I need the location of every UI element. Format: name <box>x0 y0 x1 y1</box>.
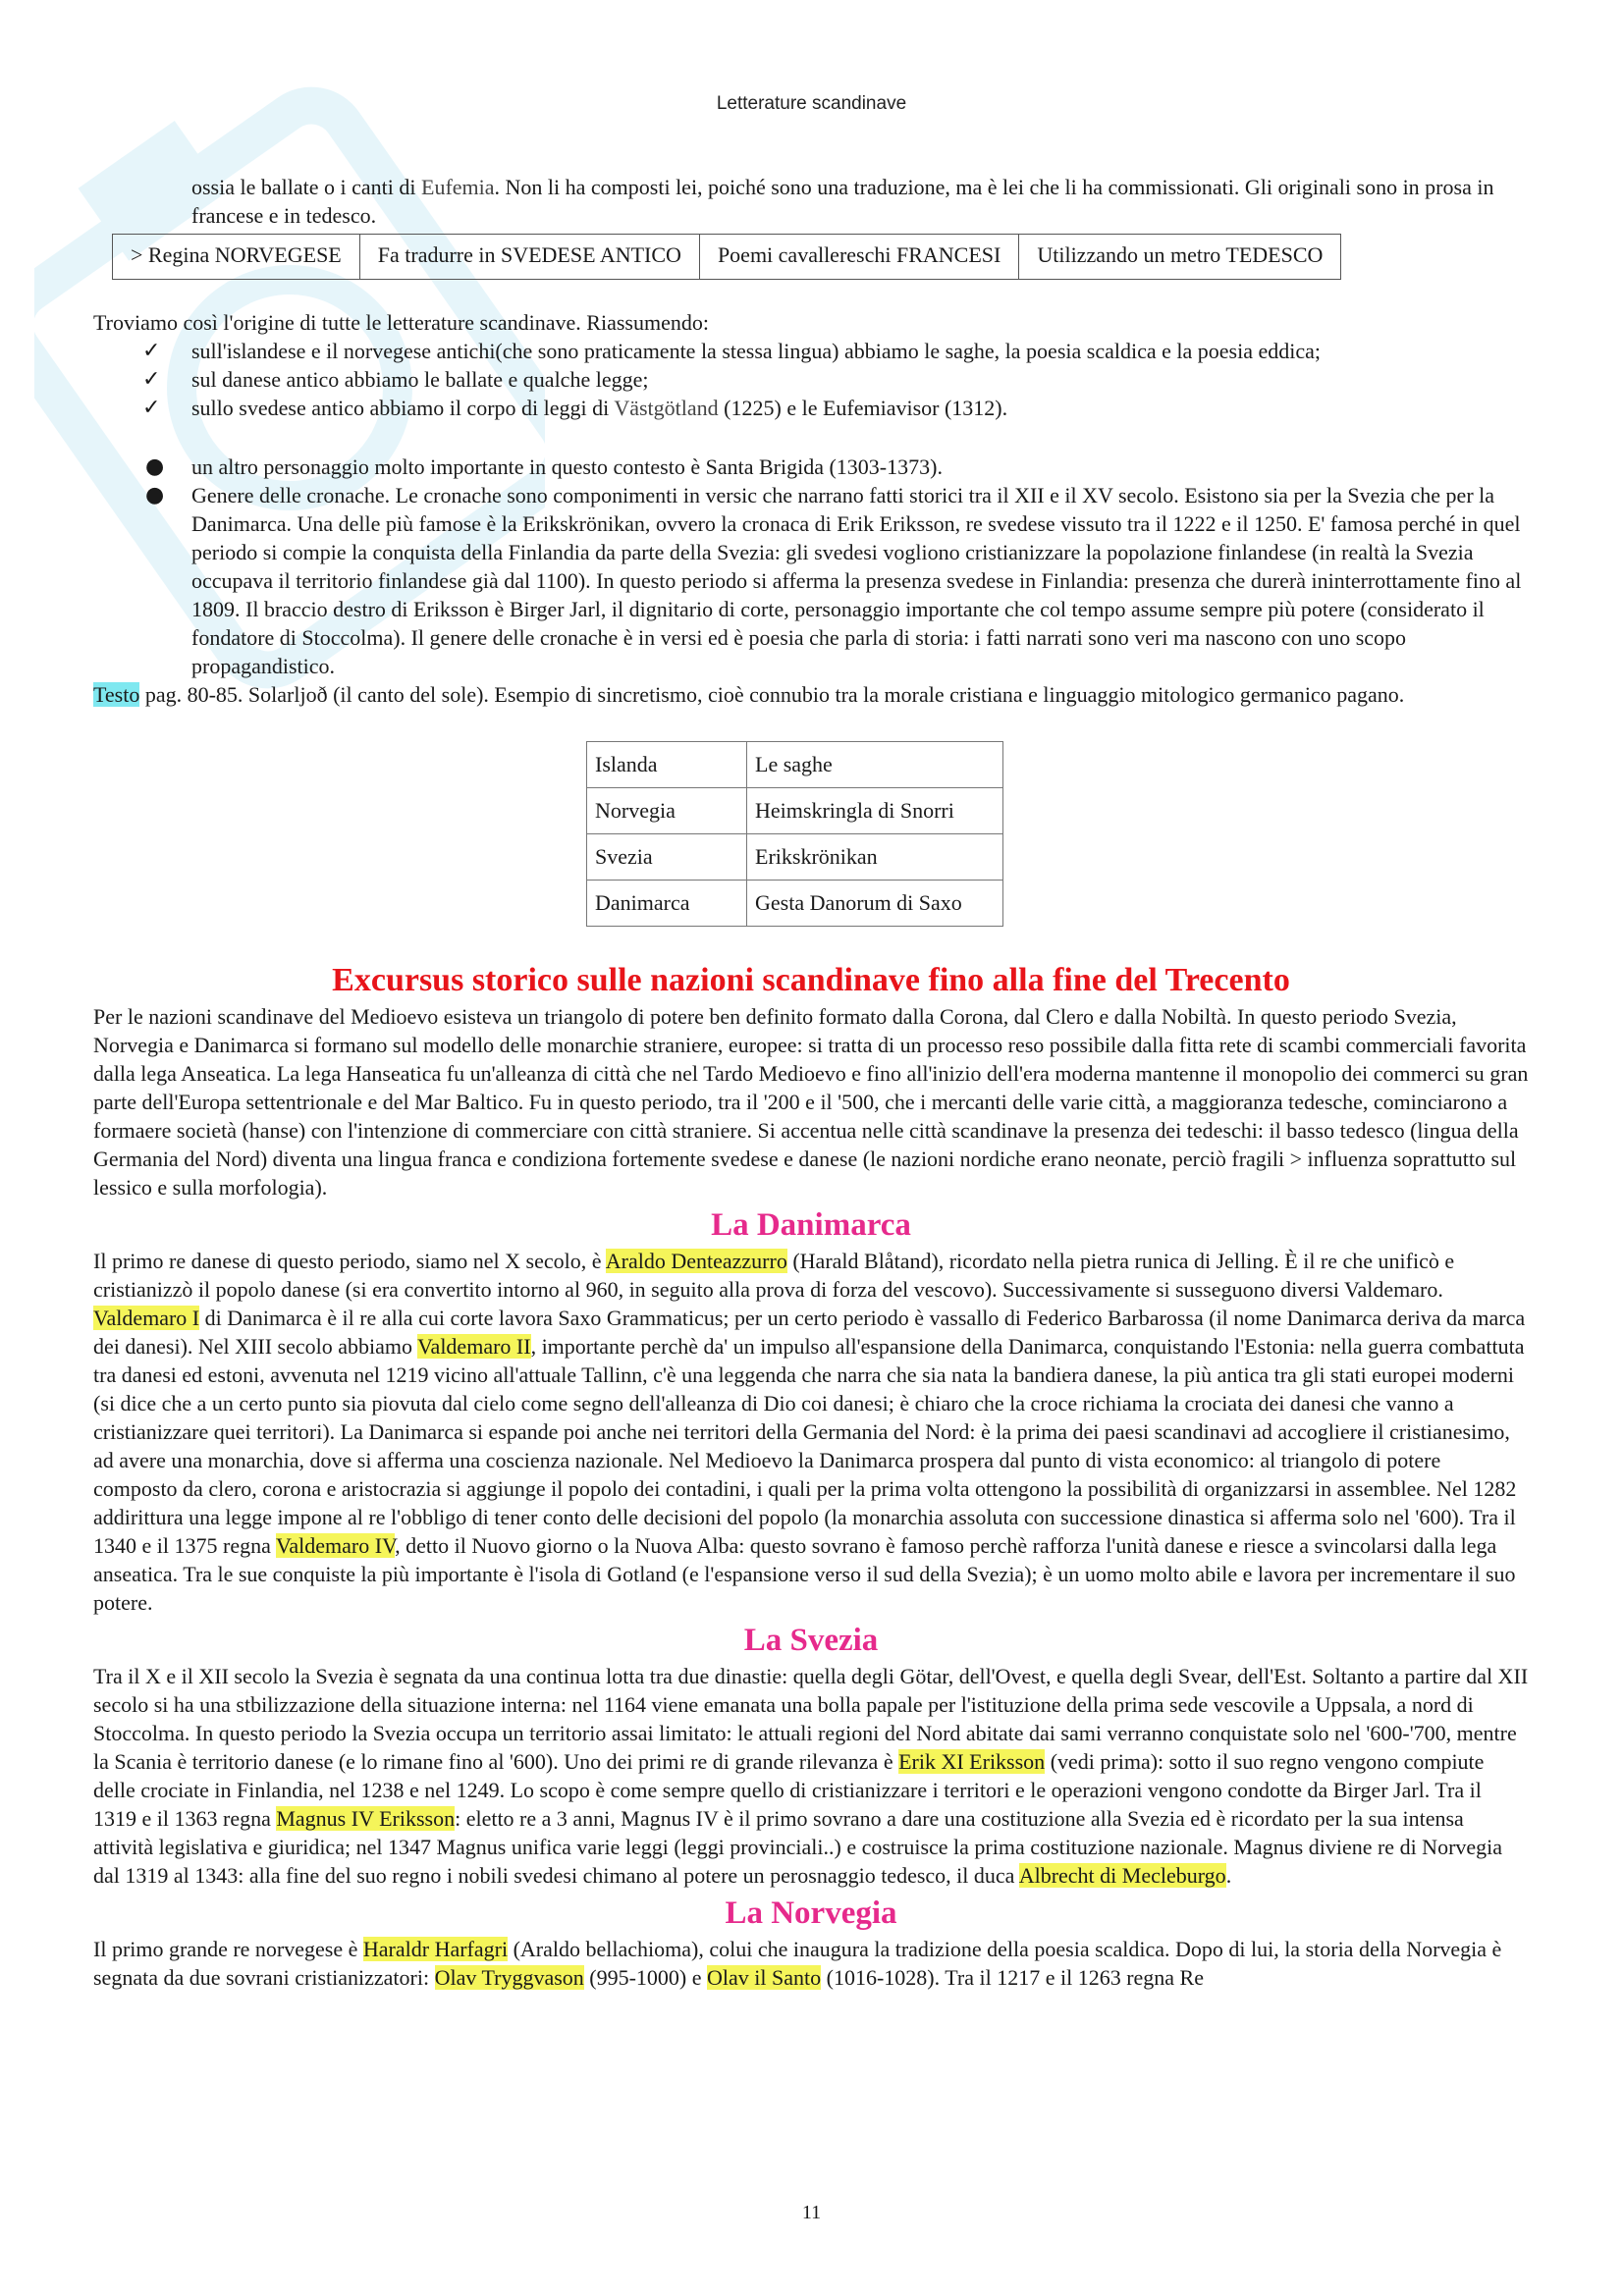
section-title-norvegia: La Norvegia <box>725 1896 897 1931</box>
highlight: Olav Tryggvason <box>434 1965 584 1990</box>
list-item: ● Genere delle cronache. Le cronache sono componimenti in versic che narrano fatti storici tra il XII e il XV secolo. Esistono sia per la Svezia che per la Danimarca. Una delle più famose è la Erikskrönikan, ovvero la cronaca di Erik Eriksson, re svedese vissuto tra il 1222 e il 1250. E' famosa perché in quel periodo si compie la conquista della Finlandia da parte della Svezia: gli svedesi vogliono cristianizzare la popolazione finlandese (in realtà la Svezia occupava il territorio finlandese già dal 1100). In questo periodo si afferma la presenza svedese in Finlandia: presenza che durerà ininterrottamente fino al 1809. Il braccio destro di Eriksson è Birger Jarl, il dignitario di corte, personaggio importante che col tempo assume sempre più potere (considerato il fondatore di Stoccolma). Il genere delle cronache è in versi ed è poesia che parla di storia: i fatti narrati sono veri ma nascono con uno scopo propagandistico. <box>145 483 1522 678</box>
strip-cell: Fa tradurre in SVEDESE ANTICO <box>359 235 699 280</box>
summary-lead: Troviamo così l'origine di tutte le letterature scandinave. Riassumendo: <box>93 310 709 335</box>
bullet-icon: ● <box>145 483 165 507</box>
check-mark-icon: ✓ <box>142 367 161 392</box>
highlight: Valdemaro II <box>417 1334 531 1359</box>
testo-highlight: Testo <box>93 682 140 707</box>
document-body <box>93 173 1529 1992</box>
danimarca-paragraph: Il primo re danese di questo periodo, siamo nel X secolo, è Araldo Denteazzurro (Harald Blåtand), ricordato nella pietra runica di Jelling. È il re che unificò e cristianizzò il popolo danese (si era convertito intorno al 960, in seguito alla prova di forza del vescovo). Successivamente si susseguono diversi Valdemaro. Valdemaro I di Danimarca è il re alla cui corte lavora Saxo Grammaticus; per un certo periodo è vassallo di Federico Barbarossa (il nome Danimarca deriva da marca dei danesi). Nel XIII secolo abbiamo Valdemaro II, importante perchè da' un impulso all'espansione della Danimarca, conquistando l'Estonia: nella guerra combattuta tra danesi ed estoni, avvenuta nel 1219 vicino all'attuale Tallinn, c'è una leggenda che narra che sia nata la bandiera danese, la più antica tra gli stati europei moderni (si dice che a un certo punto sia piovuta dal cielo come segno dell'alleanza di Dio coi danesi; è chiaro che la croce richiama la crociata dei danesi che vanno a cristianizzare quei territori). La Danimarca si espande poi anche nei territori della Germania del Nord: è la prima dei paesi scandinavi ad accogliere il cristianesimo, ad avere una monarchia, dove si afferma una coscienza nazionale. Nel Medioevo la Danimarca prospera dal punto di vista economico: al triangolo di potere composto da clero, corona e aristocrazia si aggiunge il popolo dei contadini, i quali per la prima volta ottengono la possibilità di organizzarsi in assemblee. Nel 1282 addirittura una legge impone al re l'obbligo di tener conto delle decisioni del popolo (la monarchia assoluta con successione dinastica si afferma solo nel '600). Tra il 1340 e il 1375 regna Valdemaro IV, detto il Nuovo giorno o la Nuova Alba: questo sovrano è famoso perchè rafforza l'unità danese e riesce a svincolarsi dalla lega anseatica. Tra le sue conquiste la più importante è l'isola di Gotland (e l'espansione verso il sud della Svezia); è un uomo molto abile e lavora per incrementare il suo potere. <box>93 1249 1526 1615</box>
table-row: Svezia Erikskrönikan <box>587 834 1003 881</box>
check-mark-icon: ✓ <box>142 396 161 420</box>
highlight: Albrecht di Mecleburgo <box>1018 1863 1226 1888</box>
table-row: Norvegia Heimskringla di Snorri <box>587 788 1003 834</box>
excursus-paragraph: Per le nazioni scandinave del Medioevo esisteva un triangolo di potere ben definito formato dalla Corona, dal Clero e dalla Nobiltà. In questo periodo Svezia, Norvegia e Danimarca si formano sul modello delle monarchie straniere, europee: si tratta di un processo reso possibile dalla fitta rete di scambi commerciali favorita dalla lega Anseatica. La lega Hanseatica fu un'alleanza di città che nel Tardo Medioevo e fino all'inizio dell'era moderna mantenne il monopolio dei commerci su gran parte dell'Europa settentrionale e del Mar Baltico. Fu in questo periodo, tra il '200 e il '500, che i mercanti delle varie città, a maggioranza tedesche, cominciarono a formaere società (hanse) con l'intenzione di commerciare con città straniere. Si accentua nelle città scandinave la presenza dei tedeschi: il basso tedesco (lingua della Germania del Nord) diventa una lingua franca e condiziona fortemente svedese e danese (le nazioni nordiche erano neonate, perciò fragili > influenza soprattutto sul lessico e sulla morfologia). <box>93 1004 1529 1200</box>
table-row: Danimarca Gesta Danorum di Saxo <box>587 881 1003 927</box>
list-item: ✓ sul danese antico abbiamo le ballate e qualche legge; <box>142 367 649 392</box>
highlight: Olav il Santo <box>707 1965 822 1990</box>
highlight: Erik XI Eriksson <box>898 1749 1046 1774</box>
bullet-icon: ● <box>145 454 165 479</box>
strip-cell: > Regina NORVEGESE <box>113 235 360 280</box>
translation-strip-table <box>112 234 1341 280</box>
summary-checklist <box>93 337 1529 422</box>
strip-cell: Utilizzando un metro TEDESCO <box>1019 235 1341 280</box>
page-number: 11 <box>801 2202 822 2223</box>
table-row: Islanda Le saghe <box>587 742 1003 788</box>
section-title-svezia: La Svezia <box>743 1623 879 1658</box>
sources-table <box>586 741 1003 927</box>
testo-paragraph: Testo pag. 80-85. Solarljoð (il canto del sole). Esempio di sincretismo, cioè connubio tra la morale cristiana e linguaggio mitologico germanico pagano. <box>93 682 1405 707</box>
highlight: Haraldr Harfagri <box>362 1937 509 1961</box>
check-mark-icon: ✓ <box>142 339 161 363</box>
highlight: Valdemaro I <box>93 1306 200 1330</box>
page-header: Letterature scandinave <box>716 93 907 114</box>
highlight: Valdemaro IV <box>275 1533 396 1558</box>
bullet-list <box>93 453 1529 680</box>
list-item: ● un altro personaggio molto importante in questo contesto è Santa Brigida (1303-1373). <box>145 454 943 479</box>
highlight: Magnus IV Eriksson <box>276 1806 456 1831</box>
norvegia-paragraph: Il primo grande re norvegese è Haraldr Harfagri (Araldo bellachioma), colui che inaugura la tradizione della poesia scaldica. Dopo di lui, la storia della Norvegia è segnata da due sovrani cristianizzatori: Olav Tryggvason (995-1000) e Olav il Santo (1016-1028). Tra il 1217 e il 1263 regna Re <box>93 1937 1502 1990</box>
intro-paragraph: ossia le ballate o i canti di Eufemia. Non li ha composti lei, poiché sono una traduzione, ma è lei che li ha commissionati. Gli originali sono in prosa in francese e in tedesco. <box>191 175 1494 228</box>
strip-cell: Poemi cavallereschi FRANCESI <box>699 235 1018 280</box>
list-item: ✓ sull'islandese e il norvegese antichi(che sono praticamente la stessa lingua) abbiamo le saghe, la poesia scaldica e la poesia eddica; <box>142 339 1321 363</box>
list-item: ✓ sullo svedese antico abbiamo il corpo di leggi di Västgötland (1225) e le Eufemiavisor (1312). <box>142 396 1008 420</box>
section-title-danimarca: La Danimarca <box>711 1207 911 1243</box>
svezia-paragraph: Tra il X e il XII secolo la Svezia è segnata da una continua lotta tra due dinastie: quella degli Götar, dell'Ovest, e quella degli Svear, dell'Est. Soltanto a partire dal XII secolo si ha una stbilizzazione della situazione interna: nel 1164 viene emanata una bolla papale per l'istituzione della prima sede vescovile a Uppsala, a nord di Stoccolma. In questo periodo la Svezia occupa un territorio assai limitato: le attuali regioni del Nord abitate dai sami verranno conquistate solo nel '600-'700, mentre la Scania è territorio danese (e lo rimane fino al '600). Uno dei primi re di grande rilevanza è Erik XI Eriksson (vedi prima): sotto il suo regno vengono compiute delle crociate in Finlandia, nel 1238 e nel 1249. Lo scopo è come sempre quello di cristianizzare i territori e le operazioni vengono condotte da Birger Jarl. Tra il 1319 e il 1363 regna Magnus IV Eriksson: eletto re a 3 anni, Magnus IV è il primo sovrano a dare una costituzione alla Svezia ed è ricordato per la sua intensa attività legislativa e giuridica; nel 1347 Magnus unifica varie leggi (leggi provinciali..) e costruisce la prima costituzione nazionale. Magnus diviene re di Norvegia dal 1319 al 1343: alla fine del suo regno i nobili svedesi chimano al potere un perosnaggio tedesco, il duca Albrecht di Mecleburgo. <box>93 1664 1529 1888</box>
highlight: Araldo Denteazzurro <box>605 1249 787 1273</box>
excursus-title: Excursus storico sulle nazioni scandinave fino alla fine del Trecento <box>332 962 1290 998</box>
